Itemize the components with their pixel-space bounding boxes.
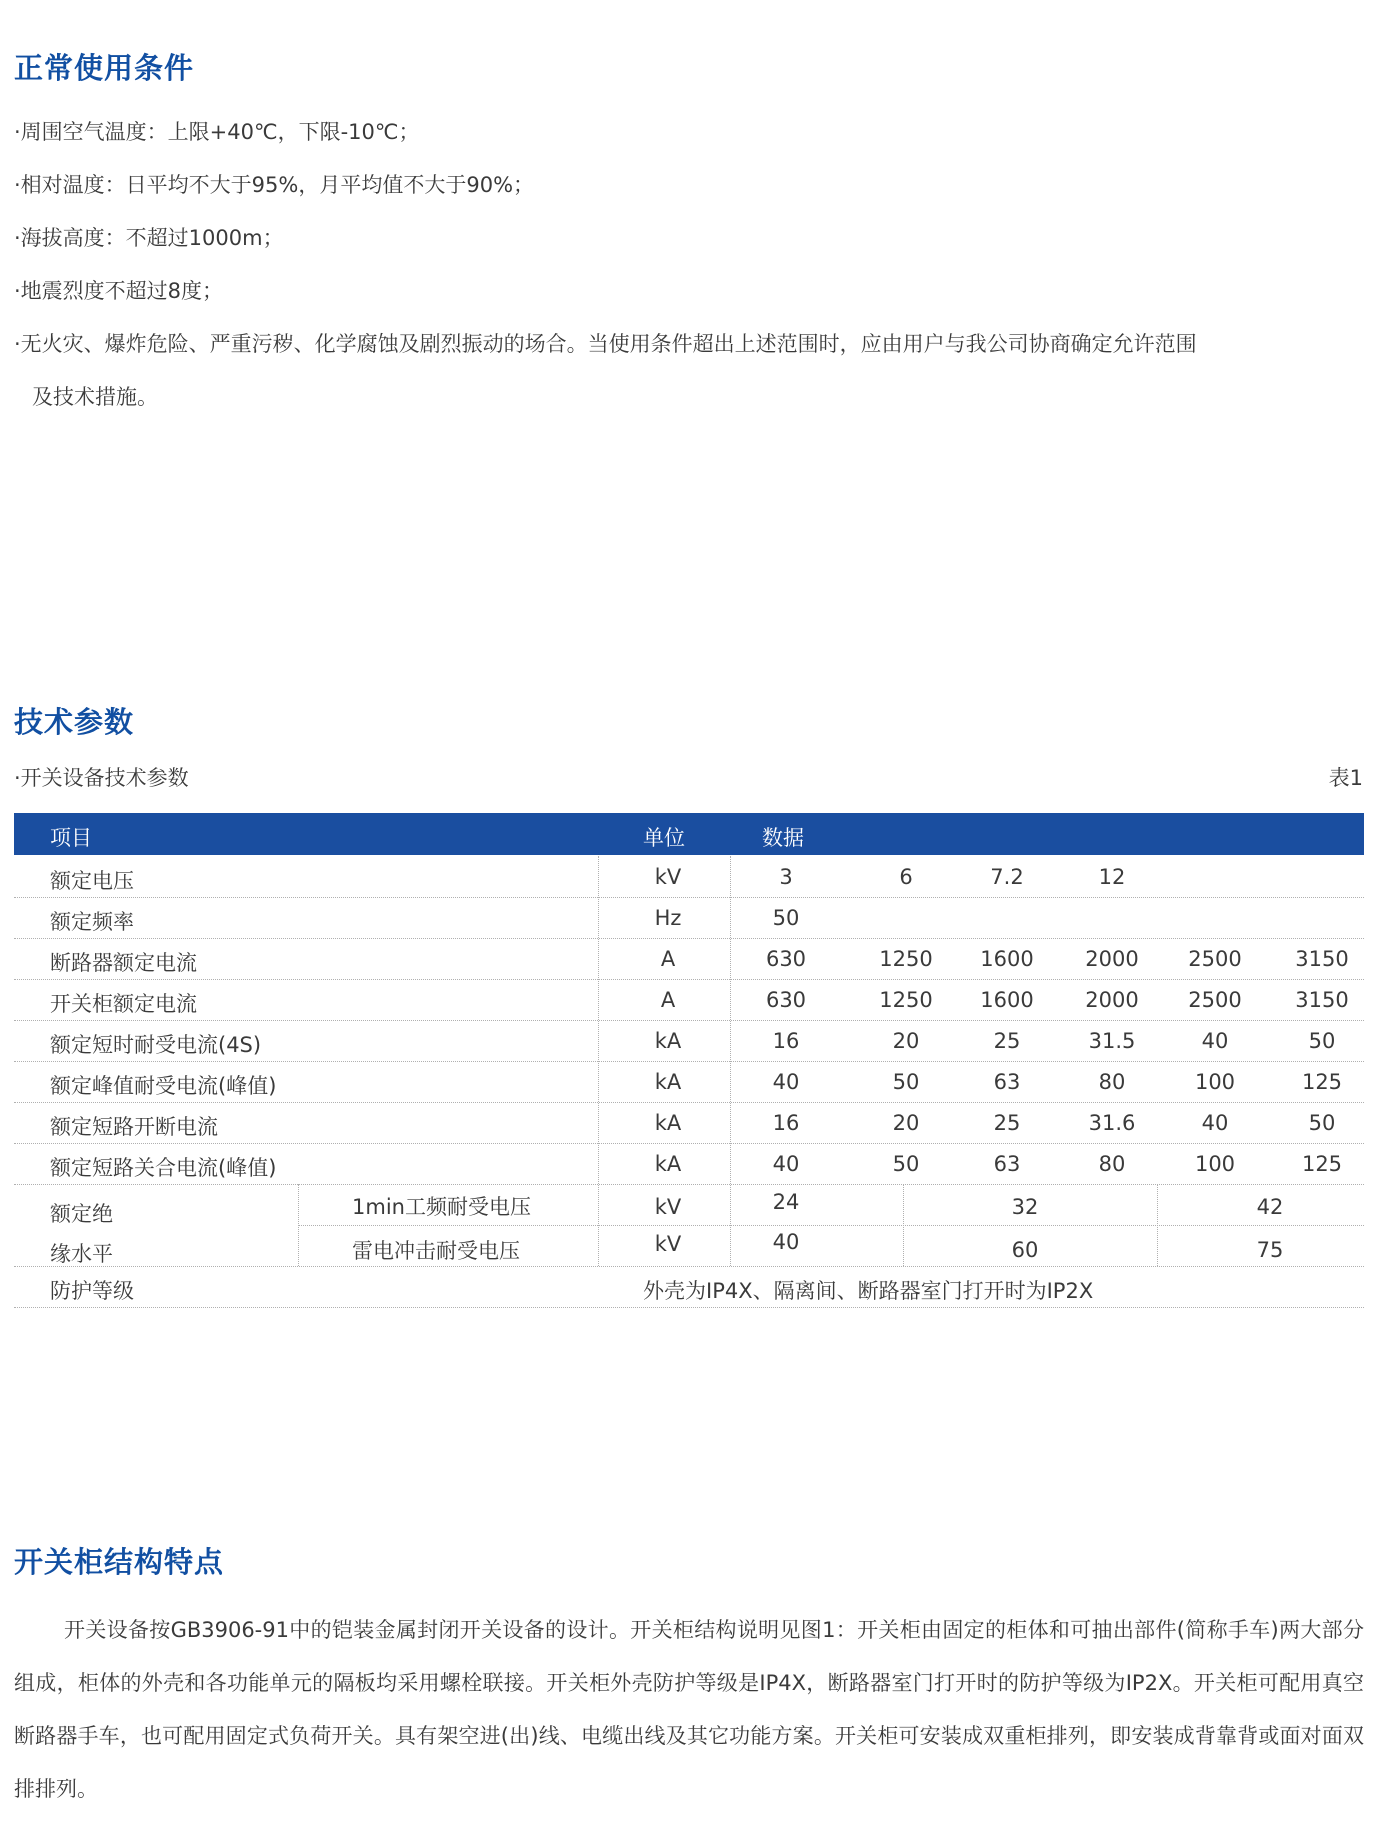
insulation-sub1-value: 24 [772,1190,800,1214]
section-title-structure: 开关柜结构特点 [14,1545,225,1579]
row-item-label: 开关柜额定电流 [50,992,197,1016]
row-value: 125 [1301,1070,1343,1094]
row-value: 7.2 [990,865,1024,889]
condition-item: ·无火灾、爆炸危险、严重污秽、化学腐蚀及剧烈振动的场合。当使用条件超出上述范围时，应由用户与我公司协商确定允许范围 [14,332,1197,356]
row-unit: Hz [654,906,682,930]
row-value: 63 [993,1070,1021,1094]
row-divider [14,1020,1364,1021]
row-value: 630 [765,947,807,971]
row-value: 50 [892,1070,920,1094]
row-divider [14,1184,1364,1185]
insulation-sub2-name: 雷电冲击耐受电压 [352,1239,520,1263]
row-value: 50 [1308,1111,1336,1135]
col-divider [1157,1184,1158,1266]
row-divider [14,938,1364,939]
row-unit: kV [654,865,682,889]
row-value: 16 [772,1111,800,1135]
row-item-label: 额定频率 [50,910,134,934]
row-item-label: 额定电压 [50,869,134,893]
header-item: 项目 [50,826,92,850]
row-value: 3 [779,865,793,889]
row-value: 20 [892,1029,920,1053]
row-item-label: 断路器额定电流 [50,951,197,975]
row-divider [298,1225,1364,1226]
row-unit: A [660,947,676,971]
row-divider [14,897,1364,898]
row-value: 2500 [1188,947,1242,971]
insulation-sub1-name: 1min工频耐受电压 [352,1195,531,1219]
row-unit: A [660,988,676,1012]
row-unit: kA [654,1152,682,1176]
insulation-sub1-value: 42 [1256,1195,1284,1219]
row-unit: kA [654,1029,682,1053]
row-value: 25 [993,1111,1021,1135]
section-title-params: 技术参数 [14,705,135,739]
row-item-label: 额定峰值耐受电流(峰值) [50,1074,277,1098]
row-value: 31.6 [1088,1111,1136,1135]
row-value: 25 [993,1029,1021,1053]
row-value: 63 [993,1152,1021,1176]
row-divider [14,1061,1364,1062]
row-unit: kA [654,1070,682,1094]
row-value: 50 [892,1152,920,1176]
insulation-sub2-value: 75 [1256,1238,1284,1262]
col-divider [903,1184,904,1266]
row-value: 1600 [980,947,1034,971]
row-value: 3150 [1295,947,1349,971]
row-value: 16 [772,1029,800,1053]
row-item-label: 额定短路开断电流 [50,1115,218,1139]
row-value: 50 [772,906,800,930]
row-divider [14,1143,1364,1144]
row-value: 80 [1098,1070,1126,1094]
row-value: 125 [1301,1152,1343,1176]
col-divider [298,1184,299,1266]
insulation-label-top: 额定绝 [50,1202,113,1226]
table-header [14,813,1364,855]
col-divider [598,856,599,1266]
row-divider [14,1102,1364,1103]
structure-paragraph: 开关设备按GB3906-91中的铠装金属封闭开关设备的设计。开关柜结构说明见图1：开关柜由固定的柜体和可抽出部件(简称手车)两大部分组成，柜体的外壳和各功能单元的隔板均采用螺栓联接。开关柜外壳防护等级是IP4X，断路器室门打开时的防护等级为IP2X。开关柜可配用真空断路器手车，也可配用固定式负荷开关。具有架空进(出)线、电缆出线及其它功能方案。开关柜可安装成双重柜排列，即安装成背靠背或面对面双排排列。 [14,1618,1364,1801]
protection-label: 防护等级 [50,1279,134,1303]
row-unit: kA [654,1111,682,1135]
col-divider [730,856,731,1266]
row-value: 80 [1098,1152,1126,1176]
row-value: 50 [1308,1029,1336,1053]
row-value: 20 [892,1111,920,1135]
row-divider [14,979,1364,980]
header-unit: 单位 [643,826,685,850]
section-title-conditions: 正常使用条件 [14,51,195,85]
insulation-sub2-value: 60 [1011,1238,1039,1262]
condition-item: ·海拔高度：不超过1000m； [14,226,284,250]
condition-item: 及技术措施。 [32,385,158,409]
insulation-sub1-unit: kV [654,1195,682,1219]
row-value: 2000 [1085,947,1139,971]
row-value: 100 [1194,1070,1236,1094]
row-value: 3150 [1295,988,1349,1012]
row-divider [14,1266,1364,1267]
row-value: 6 [899,865,913,889]
insulation-sub1-value: 32 [1011,1195,1039,1219]
row-item-label: 额定短时耐受电流(4S) [50,1033,262,1057]
row-value: 31.5 [1088,1029,1136,1053]
row-value: 2500 [1188,988,1242,1012]
condition-item: ·相对温度：日平均不大于95%，月平均值不大于90%； [14,173,535,197]
row-value: 1250 [879,988,933,1012]
row-value: 12 [1098,865,1126,889]
row-divider [14,1307,1364,1308]
row-item-label: 额定短路关合电流(峰值) [50,1156,277,1180]
insulation-sub2-unit: kV [654,1232,682,1256]
insulation-label-bottom: 缘水平 [50,1242,113,1266]
row-value: 40 [772,1152,800,1176]
row-value: 1600 [980,988,1034,1012]
table-caption: ·开关设备技术参数 [14,766,189,790]
row-value: 40 [1201,1029,1229,1053]
row-value: 630 [765,988,807,1012]
protection-value: 外壳为IP4X、隔离间、断路器室门打开时为IP2X [643,1279,1094,1303]
row-value: 100 [1194,1152,1236,1176]
row-value: 40 [772,1070,800,1094]
row-value: 1250 [879,947,933,971]
insulation-sub2-value: 40 [772,1230,800,1254]
condition-item: ·周围空气温度：上限+40℃，下限-10℃； [14,120,420,144]
condition-item: ·地震烈度不超过8度； [14,279,224,303]
header-data: 数据 [762,826,804,850]
row-value: 2000 [1085,988,1139,1012]
row-value: 40 [1201,1111,1229,1135]
table-number: 表1 [1328,766,1363,790]
